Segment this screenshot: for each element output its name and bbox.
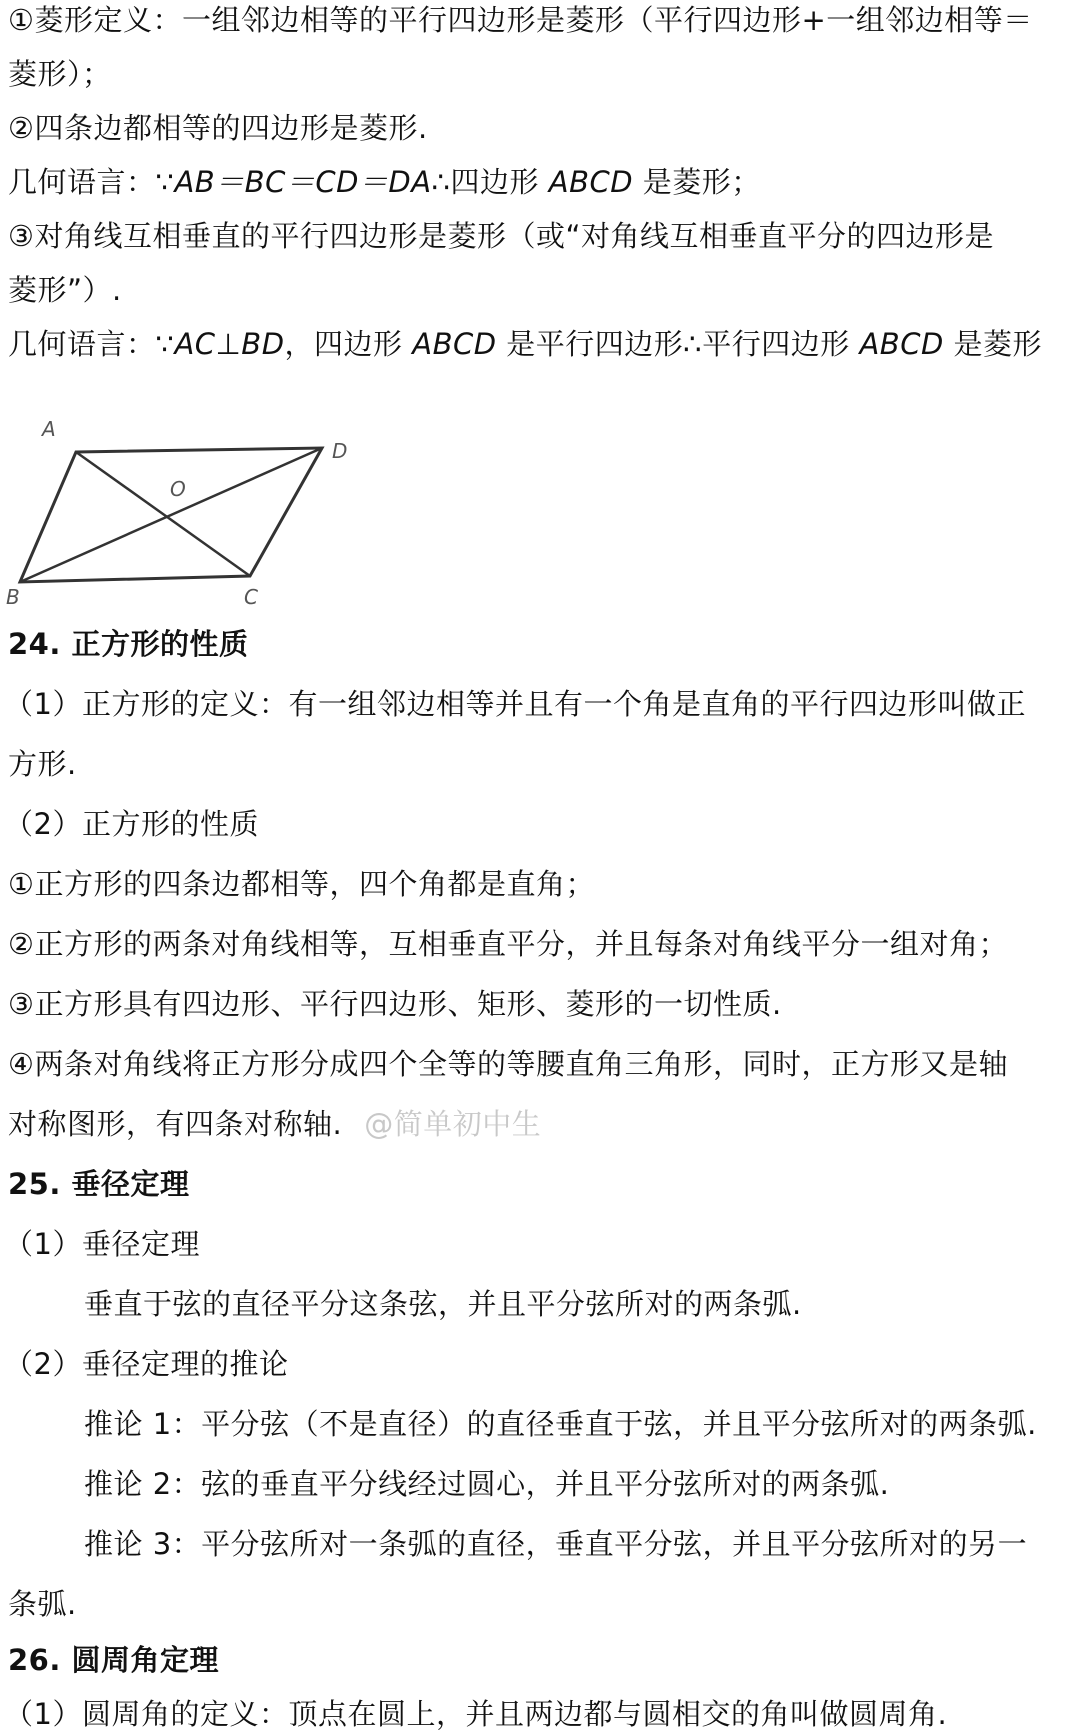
section-26-heading: 26. 圆周角定理: [8, 1643, 219, 1677]
geo2-name2: ABCD: [859, 327, 944, 361]
label-a: A: [42, 417, 56, 441]
square-definition-line1: （1）正方形的定义：有一组邻边相等并且有一个角是直角的平行四边形叫做正: [4, 687, 1026, 721]
geo1-math: AB＝BC＝CD＝DA: [174, 165, 432, 199]
geo2-math: AC⊥BD: [174, 327, 285, 361]
geo2-mid2: 是平行四边形∴平行四边形: [496, 327, 860, 361]
rhombus-diagram: [0, 414, 380, 614]
square-property-2: ②正方形的两条对角线相等，互相垂直平分，并且每条对角线平分一组对角；: [8, 927, 1008, 961]
square-property-1: ①正方形的四条边都相等，四个角都是直角；: [8, 867, 595, 901]
corollary-3-line2: 条弧.: [8, 1587, 77, 1621]
square-property-4-line1: ④两条对角线将正方形分成四个全等的等腰直角三角形，同时，正方形又是轴: [8, 1047, 1008, 1081]
inscribed-angle-definition: （1）圆周角的定义：顶点在圆上，并且两边都与圆相交的角叫做圆周角.: [4, 1697, 948, 1731]
diagonal-ac: [76, 452, 250, 576]
label-d: D: [332, 439, 348, 463]
section-24-heading: 24. 正方形的性质: [8, 627, 249, 661]
geo1-suffix: 是菱形；: [633, 165, 761, 199]
label-o: O: [170, 477, 186, 501]
geo2-mid1: ，四边形: [284, 327, 413, 361]
section-25-heading: 25. 垂径定理: [8, 1167, 190, 1201]
label-c: C: [244, 585, 258, 609]
corollary-2: 推论 2：弦的垂直平分线经过圆心，并且平分弦所对的两条弧.: [84, 1467, 890, 1501]
rhombus-def-line2: 菱形）；: [8, 57, 112, 91]
corollary-1: 推论 1：平分弦（不是直径）的直径垂直于弦，并且平分弦所对的两条弧.: [84, 1407, 1037, 1441]
geo1-mid: ∴四边形: [431, 165, 549, 199]
label-b: B: [6, 585, 20, 609]
rhombus-figure: [0, 414, 380, 614]
geo2-suffix: 是菱形: [943, 327, 1043, 361]
perpendicular-diameter-theorem: 垂直于弦的直径平分这条弦，并且平分弦所对的两条弧.: [84, 1287, 802, 1321]
rhombus-criterion-2: ②四条边都相等的四边形是菱形.: [8, 111, 428, 145]
watermark: @简单初中生: [364, 1107, 542, 1141]
corollaries-subheading: （2）垂径定理的推论: [4, 1347, 289, 1381]
square-definition-line2: 方形.: [8, 747, 77, 781]
geo1-name: ABCD: [548, 165, 634, 199]
geometric-language-1: [8, 162, 761, 202]
square-property-3: ③正方形具有四边形、平行四边形、矩形、菱形的一切性质.: [8, 987, 782, 1021]
rhombus-criterion-3-line2: 菱形”）.: [8, 273, 122, 307]
geo2-prefix: 几何语言：∵: [8, 327, 175, 361]
corollary-3-line1: 推论 3：平分弦所对一条弧的直径，垂直平分弦，并且平分弦所对的另一: [84, 1527, 1028, 1561]
geometric-language-2: [8, 324, 1042, 364]
square-property-4-text: 对称图形，有四条对称轴.: [8, 1107, 343, 1141]
geo2-name1: ABCD: [412, 327, 497, 361]
geo1-prefix: 几何语言：∵: [8, 165, 175, 199]
rhombus-def-line1: ①菱形定义：一组邻边相等的平行四边形是菱形（平行四边形+一组邻边相等＝: [8, 3, 1033, 37]
square-properties-subheading: （2）正方形的性质: [4, 807, 259, 841]
square-property-4-line2: [8, 1104, 541, 1144]
diagonal-bd: [20, 448, 322, 582]
perpendicular-diameter-subheading: （1）垂径定理: [4, 1227, 200, 1261]
rhombus-criterion-3-line1: ③对角线互相垂直的平行四边形是菱形（或“对角线互相垂直平分的四边形是: [8, 219, 995, 253]
